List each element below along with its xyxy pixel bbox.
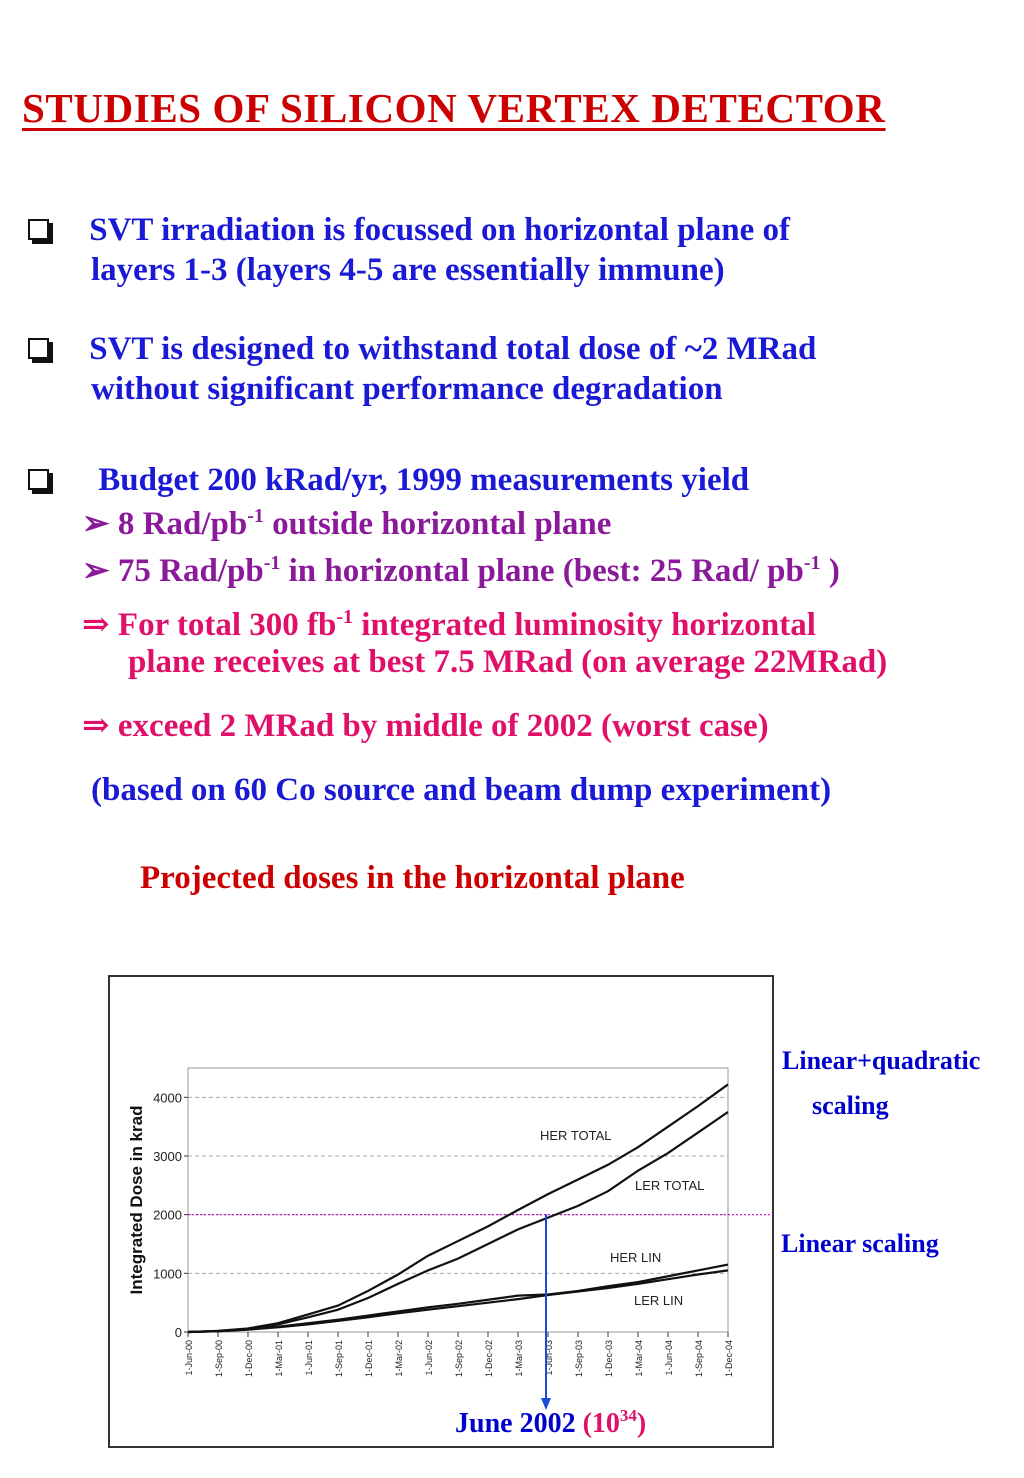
implication-1-line2: plane receives at best 7.5 MRad (on average 22MRad) [128, 644, 888, 680]
bullet-1-line2: layers 1-3 (layers 4-5 are essentially immune) [91, 252, 725, 288]
sub-item-2: ➢ 75 Rad/$pb^{-1}$ in horizontal plane (best: 25 Rad/ $pb^{-1}$ ) [82, 552, 840, 589]
implies-arrow-icon: ⇒ [82, 607, 110, 643]
series-label: LER TOTAL [635, 1178, 705, 1193]
x-tick-label: 1-Dec-00 [244, 1340, 254, 1378]
y-axis-label: Integrated Dose in krad [127, 1105, 146, 1295]
y-tick-label: 4000 [153, 1090, 182, 1106]
arrow-right-icon: ➢ [82, 553, 110, 589]
sub-item-1: ➢ 8 Rad/$pb^{-1}$ outside horizontal plane [82, 505, 612, 542]
annotation-quadratic-line1: Linear+quadratic [782, 1046, 981, 1075]
arrow-right-icon: ➢ [82, 506, 110, 542]
x-tick-label: 1-Mar-02 [394, 1340, 404, 1377]
series-label: HER TOTAL [540, 1128, 612, 1143]
bullet-1-line1: SVT irradiation is focussed on horizontal plane of [89, 212, 790, 248]
implication-2: ⇒ exceed 2 MRad by middle of 2002 (worst case) [82, 708, 769, 744]
y-tick-label: 0 [174, 1325, 182, 1340]
x-tick-label: 1-Sep-00 [214, 1340, 224, 1378]
x-tick-label: 1-Jun-01 [304, 1340, 314, 1376]
y-tick-label: 2000 [153, 1207, 182, 1223]
x-tick-label: 1-Jun-04 [664, 1340, 674, 1376]
x-tick-label: 1-Jun-03 [544, 1340, 554, 1376]
x-tick-label: 1-Jun-00 [184, 1340, 194, 1376]
implication-1: ⇒ For total 300 $fb^{-1}$ integrated luminosity horizontal [82, 606, 816, 643]
x-tick-label: 1-Mar-04 [634, 1340, 644, 1377]
bullet-2-line1: SVT is designed to withstand total dose of ~2 MRad [89, 331, 817, 367]
x-tick-label: 1-Jun-02 [424, 1340, 434, 1376]
chart-caption: Projected doses in the horizontal plane [140, 860, 685, 896]
series-label: LER LIN [634, 1293, 684, 1308]
x-tick-label: 1-Mar-03 [514, 1340, 524, 1377]
implies-arrow-icon: ⇒ [82, 708, 110, 744]
x-tick-label: 1-Dec-02 [484, 1340, 494, 1378]
x-tick-label: 1-Dec-03 [604, 1340, 614, 1378]
y-tick-label: 3000 [153, 1149, 182, 1164]
series-label: HER LIN [610, 1250, 662, 1265]
x-tick-label: 1-Sep-03 [574, 1340, 584, 1378]
source-note: (based on 60 Co source and beam dump experiment) [91, 772, 832, 808]
page-title: STUDIES OF SILICON VERTEX DETECTOR [22, 85, 886, 131]
annotation-linear: Linear scaling [781, 1229, 939, 1258]
annotation-june-2002: June 2002 $(10^{34})$ [455, 1406, 647, 1439]
x-tick-label: 1-Dec-01 [364, 1340, 374, 1378]
bullet-3-line1: Budget 200 kRad/yr, 1999 measurements yield [98, 462, 750, 498]
x-tick-label: 1-Sep-01 [334, 1340, 344, 1378]
x-tick-label: 1-Sep-04 [694, 1340, 704, 1378]
x-tick-label: 1-Dec-04 [724, 1340, 734, 1378]
annotation-quadratic-line2: scaling [812, 1091, 889, 1120]
x-tick-label: 1-Sep-02 [454, 1340, 464, 1378]
x-tick-label: 1-Mar-01 [274, 1340, 284, 1377]
bullet-2-line2: without significant performance degradation [91, 371, 723, 407]
y-tick-label: 1000 [153, 1266, 182, 1282]
